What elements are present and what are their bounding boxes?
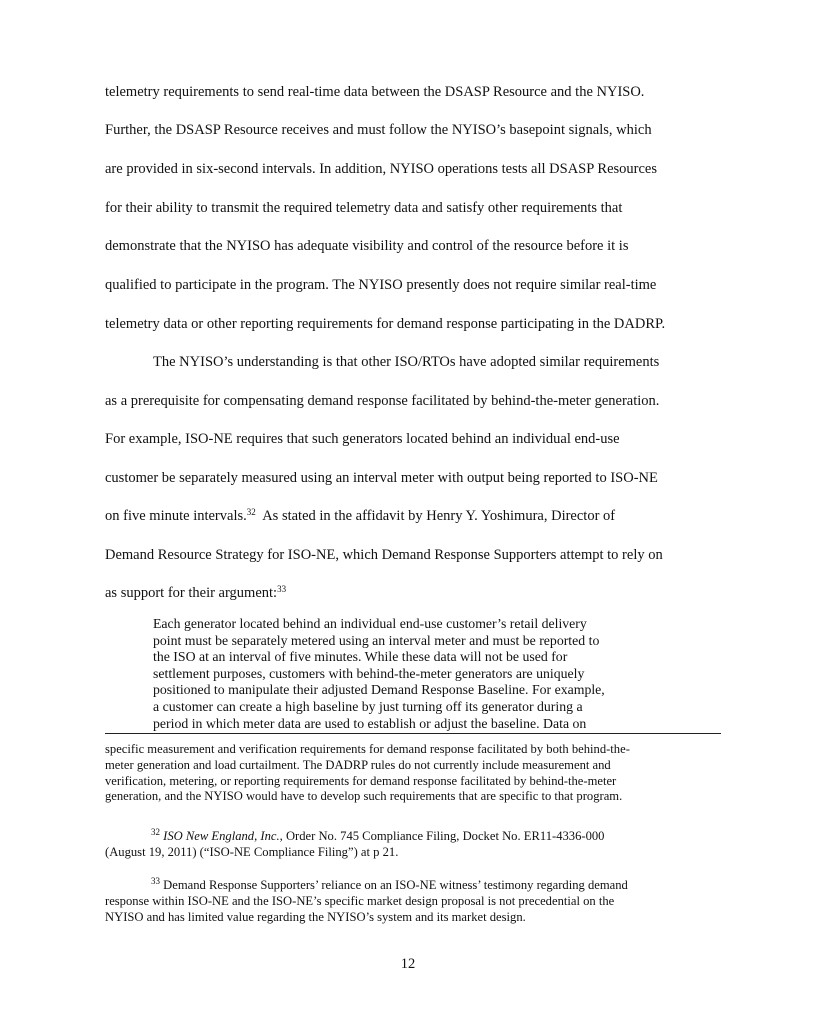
block-quote: [153, 616, 693, 732]
footnote-line: verification, metering, or reporting requirements for demand response facilitated by behind-the-meter: [105, 773, 617, 788]
body-line: customer be separately measured using an interval meter with output being reported to ISO-NE: [105, 470, 658, 486]
footnote-text: Demand Response Supporters’ reliance on an ISO-NE witness’ testimony regarding demand: [160, 878, 628, 892]
footnote-ref-33: 33: [277, 584, 287, 594]
footnote-line: [105, 878, 717, 894]
body-line: qualified to participate in the program. The NYISO presently does not require similar real-time: [105, 277, 657, 293]
footnote-33: [105, 878, 717, 925]
footnote-line: (August 19, 2011) (“ISO-NE Compliance Filing”) at p 21.: [105, 844, 399, 859]
body-line: telemetry data or other reporting requirements for demand response participating in the DADRP.: [105, 316, 666, 332]
body-line: demonstrate that the NYISO has adequate visibility and control of the resource before it is: [105, 238, 629, 254]
body-line: are provided in six-second intervals. In addition, NYISO operations tests all DSASP Resources: [105, 161, 657, 177]
footnote-line: meter generation and load curtailment. The DADRP rules do not currently include measurement and: [105, 757, 611, 772]
footnote-line: response within ISO-NE and the ISO-NE’s specific market design proposal is not precedential on the: [105, 893, 615, 908]
footnote-line: [105, 829, 717, 845]
body-line-with-footnote-ref: [105, 507, 615, 525]
body-line: telemetry requirements to send real-time data between the DSASP Resource and the NYISO.: [105, 84, 645, 100]
footnote-line: NYISO and has limited value regarding the NYISO’s system and its market design.: [105, 909, 526, 924]
footnote-separator: [105, 733, 721, 734]
footnote-continued: [105, 742, 717, 805]
footnote-line: generation, and the NYISO would have to develop such requirements that are specific to that program.: [105, 789, 623, 804]
quote-line: period in which meter data are used to establish or adjust the baseline. Data on: [153, 715, 587, 731]
body-line-text: As stated in the affidavit by Henry Y. Yoshimura, Director of: [255, 508, 616, 524]
body-line-with-footnote-ref: [105, 584, 286, 602]
footnote-ref-32: 32: [246, 507, 256, 517]
footnote-number: 33: [151, 876, 160, 886]
quote-line: the ISO at an interval of five minutes. While these data will not be used for: [153, 649, 568, 665]
quote-line: a customer can create a high baseline by just turning off its generator during a: [153, 698, 583, 714]
footnote-32: [105, 829, 717, 861]
case-name: ISO New England, Inc.: [163, 829, 280, 843]
quote-line: settlement purposes, customers with behind-the-meter generators are uniquely: [153, 665, 585, 681]
body-line: for their ability to transmit the required telemetry data and satisfy other requirements that: [105, 200, 623, 216]
body-line: The NYISO’s understanding is that other ISO/RTOs have adopted similar requirements: [153, 354, 660, 370]
quote-line: Each generator located behind an individual end-use customer’s retail delivery: [153, 616, 587, 631]
body-line: Further, the DSASP Resource receives and must follow the NYISO’s basepoint signals, which: [105, 122, 652, 138]
footnote-text: , Order No. 745 Compliance Filing, Docket No. ER11-4336-000: [279, 829, 605, 843]
page-number: 12: [400, 956, 416, 972]
footnote-number: 32: [151, 827, 160, 837]
body-line: For example, ISO-NE requires that such generators located behind an individual end-use: [105, 431, 620, 447]
footnote-line: specific measurement and verification requirements for demand response facilitated by both behind-the-: [105, 742, 630, 756]
quote-line: positioned to manipulate their adjusted Demand Response Baseline. For example,: [153, 682, 605, 698]
body-line: as a prerequisite for compensating demand response facilitated by behind-the-meter generation.: [105, 393, 660, 409]
body-line-text: as support for their argument:: [105, 585, 278, 601]
body-line-text: on five minute intervals.: [105, 508, 247, 524]
quote-line: point must be separately metered using an interval meter and must be reported to: [153, 632, 600, 648]
body-line: Demand Resource Strategy for ISO-NE, which Demand Response Supporters attempt to rely on: [105, 547, 663, 563]
